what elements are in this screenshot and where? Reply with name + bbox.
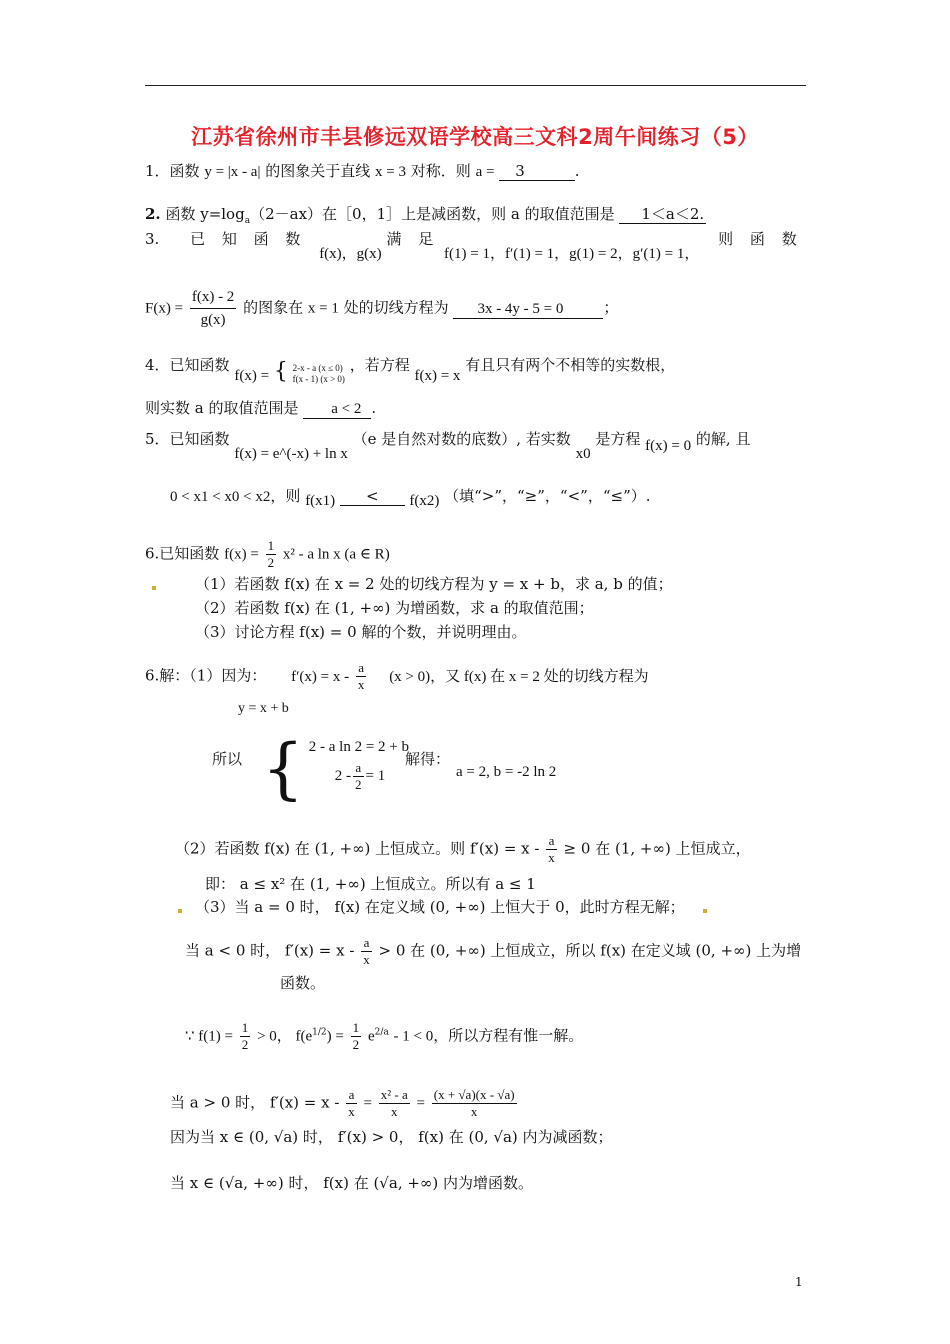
question-3-line2: F(x) = $\frac{f(x) - 2}{g(x)}$ 的图象在 x = 1 处的切线方程为 3x - 4y - 5 = 0 ；	[145, 286, 618, 331]
solution-part3-decreasing: 因为当 x ∈ (0, √a) 时， f′(x) > 0， f(x) 在 (0, √a) 内为减函数；	[170, 1128, 613, 1146]
solution-part1: 6.解：（1）因为： f′(x) = x - $\frac{a}{x}$ (x > 0)，又 f(x) 在 x = 2 处的切线方程为	[145, 660, 649, 692]
solve-label: 解得：	[405, 750, 451, 768]
q6-part1: （1）若函数 f(x) 在 x = 2 处的切线方程为 y = x + b，求 a, b 的值；	[195, 575, 673, 593]
q3-answer: 3x - 4y - 5 = 0	[453, 300, 603, 319]
q2-answer: 1＜a＜2.	[619, 205, 706, 224]
solution-part3-neg-end: 函数。	[280, 974, 326, 992]
solution-system-label: 所以	[212, 750, 243, 768]
q5-answer: <	[340, 487, 405, 506]
question-3: 3. 已 知 函 数 f(x)，g(x) 满 足 f(1) = 1，f′(1) = 1，g(1) = 2，g′(1) = 1， 则 函 数	[145, 230, 803, 262]
solve-result: a = 2, b = -2 ln 2	[456, 764, 557, 780]
solution-part3-neg: 当 a < 0 时， f′(x) = x - $\frac{a}{x}$ > 0 在 (0, +∞) 上恒成立，所以 f(x) 在定义域 (0, +∞) 上为增	[185, 935, 802, 967]
q6-part3: （3）讨论方程 f(x) = 0 解的个数，并说明理由。	[195, 623, 527, 641]
q4-answer: a < 2	[303, 400, 371, 419]
question-1: 1．函数 y = |x - a| 的图象关于直线 x = 3 对称．则 a = 3 .	[145, 162, 580, 180]
question-2: 2. 函数 $y=\log_a(2-ax)$在［0，1］上是减函数，则 a 的取值范围是 1＜a＜2.	[145, 205, 705, 226]
q1-formula: y = |x - a|	[204, 164, 261, 180]
question-4-line2: 则实数 a 的取值范围是 a < 2 .	[145, 399, 377, 417]
tangent-line: y = x + b	[238, 701, 289, 716]
page-title: 江苏省徐州市丰县修远双语学校高三文科2周午间练习（5）	[191, 125, 759, 149]
q4-piecewise: 2-x - a (x ≤ 0) f(x - 1) (x > 0)	[292, 363, 345, 384]
margin-dot	[152, 586, 156, 590]
margin-dot	[703, 909, 707, 913]
question-6: 6.已知函数 f(x) = $\frac{1}{2}$ x² - a ln x (a ∈ R)	[145, 538, 390, 570]
solution-part3-pos: 当 a > 0 时， f′(x) = x - $\frac{a}{x}$ = $\frac{\text{x² - a}}{x}$ = $\frac{(x + √a)(x - √a)}{x}$	[170, 1087, 515, 1119]
solution-part2: （2）若函数 f(x) 在 (1, +∞) 上恒成立。则 f′(x) = x - $\frac{a}{x}$ ≥ 0 在 (1, +∞) 上恒成立，	[175, 833, 751, 865]
solution-part3-increasing: 当 x ∈ (√a, +∞) 时， f(x) 在 (√a, +∞) 内为增函数。	[170, 1174, 534, 1192]
solution-part3-unique: ∵ f(1) = $\frac{1}{2}$ > 0， $f(e^{1/2})$ = $\frac{1}{2}$ $e^{2/a} - 1 < 0$，所以方程有惟一解。	[185, 1020, 584, 1052]
solution-system: { 2 - a ln 2 = 2 + b 2 - $\frac{a}{2}$ = 1	[262, 730, 410, 807]
q6-part2: （2）若函数 f(x) 在 (1, +∞) 为增函数，求 a 的取值范围；	[195, 599, 594, 617]
question-4: 4．已知函数 f(x) = { 2-x - a (x ≤ 0) f(x - 1) (x > 0) ，若方程 f(x) = x 有且只有两个不相等的实数根，	[145, 356, 676, 384]
margin-dot	[178, 909, 182, 913]
question-5: 5．已知函数 f(x) = e^(-x) + ln x （e 是自然对数的底数）, 若实数 x0 是方程 f(x) = 0 的解, 且	[145, 430, 751, 462]
solution-part2-conclusion: 即： a ≤ x² 在 (1, +∞) 上恒成立。所以有 a ≤ 1	[205, 875, 536, 893]
q1-answer: 3	[499, 162, 575, 181]
header-rule	[145, 85, 806, 86]
solution-part3-case0: （3）当 a = 0 时， f(x) 在定义域 (0, +∞) 上恒大于 0，此时方程无解；	[195, 898, 685, 916]
question-5-line2: 0 < x1 < x0 < x2，则 f(x1) < f(x2) （填“>”，“≥”，“<”，“≤”）.	[170, 487, 651, 509]
page-number: 1	[795, 1275, 803, 1289]
